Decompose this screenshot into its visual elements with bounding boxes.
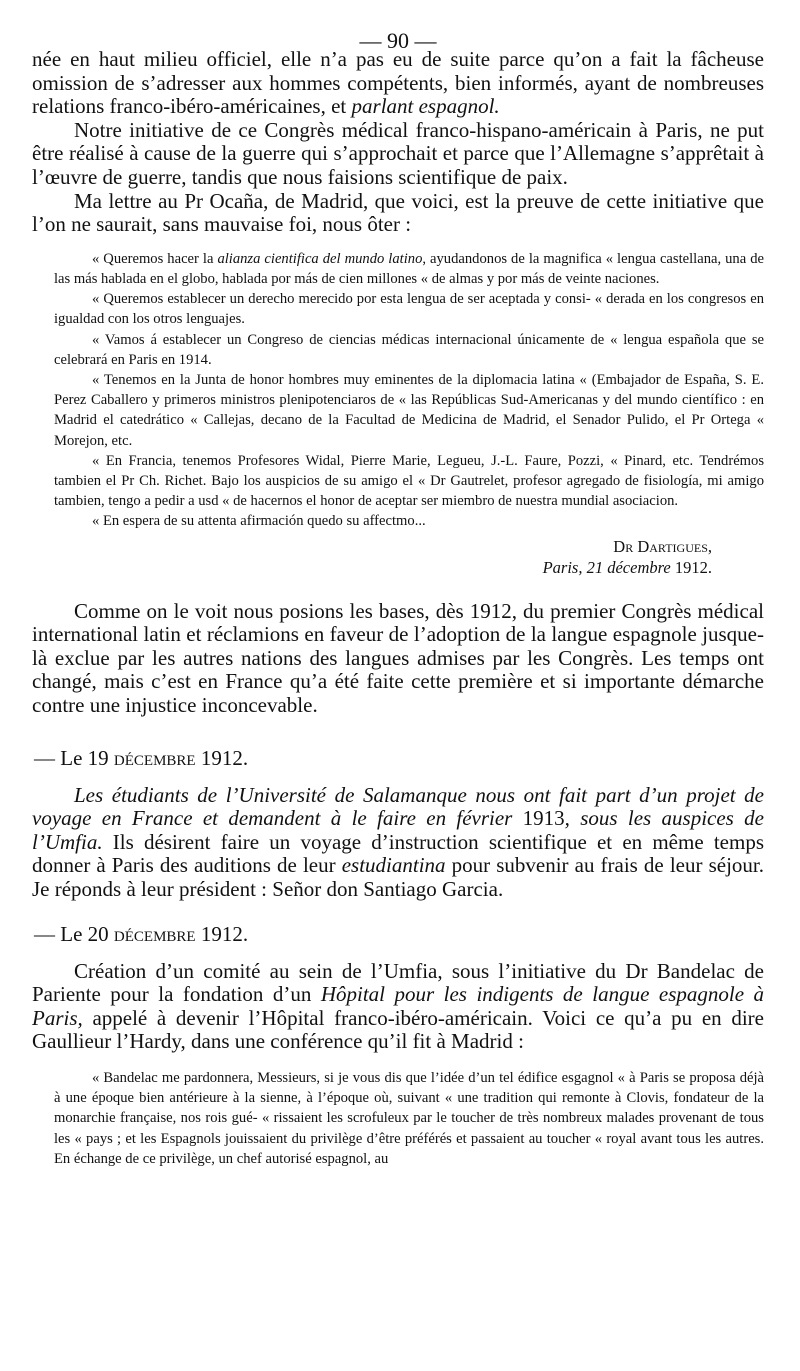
section-1-text-b: pour subvenir au frais de leur séjour. Je réponds à leur président : Señor don Santiago Garcia. [32,853,764,901]
date-heading-2-dash: — Le [34,921,88,946]
letter-para-1-a: « Queremos hacer la [92,250,218,267]
section-1-year: 1913 [522,806,565,831]
paragraph-1 [32,48,764,119]
section-1-italic-a: Les étudiants de l’Université de Salamanque nous ont fait part d’un projet de voyage en France et demandent à le faire en février [32,782,764,831]
conference-quote-text: « Bandelac me pardonnera, Messieurs, si je vous dis que l’idée d’un tel édifice esgagnol « à Paris se proposa déjà à une époque bien antérieure à la sienne, à l’époque où, suivant « une tradition qui remonte à Clovis, fondateur de la monarchie française, nos rois gué- « rissaient les scrofuleux par le toucher de très nombreux malades provenant de tous les « pays ; et les Espagnols jouissaient du privilège d’être préférés et passaient au toucher « royal avant tous les autres. En échange de ce privilège, un chef autorisé espagnol, au [54,1069,764,1167]
letter-para-5: « En Francia, tenemos Profesores Widal, Pierre Marie, Legueu, J.-L. Faure, Pozzi, « Pinard, etc. Tendrémos tambien el Pr Ch. Richet. Bajo los auspicios de su amigo el « Dr Gautrelet, profesor agregado de fisiología, mi amigo tambien, tengo a pedir a usd « de hacernos el honor de aceptar ser miembro de nuestra mundial asociacion. [54,452,764,510]
letter-para-1-italic: alianza cientifica del mundo latino [217,250,423,267]
letter-para-1 [54,249,764,289]
signature-date-text: Paris, 21 décembre [542,557,675,577]
date-heading-1-year: 1912. [195,745,249,770]
letter-para-3: « Vamos á establecer un Congreso de ciencias médicas internacional únicamente de « lengua española que se celebrará en Paris en 1914. [54,331,764,368]
paragraph-after-letter: Comme on le voit nous posions les bases, dès 1912, du premier Congrès médical international latin et réclamions en faveur de l’adoption de la langue espagnole jusque-là exclue par les autres nations des langues admises par les Congrès. Les temps ont changé, mais c’est en France qu’a été faite cette première et si importante démarche contre une injustice inconcevable. [32,598,764,717]
letter-para-4: « Tenemos en la Junta de honor hombres muy eminentes de la diplomacia latina « (Embajador de España, S. E. Perez Caballero y primeros ministros plenipotenciaros de « las Repúblicas Sud-Americanas y del mundo científico : en Madrid el catedrático « Callejas, decano de la Facultad de Medicina de Madrid, el Senador Pulido, el Pr Ortega « Morejon, etc. [54,371,764,449]
letter-para-2: « Queremos establecer un derecho merecido por esta lengua de ser aceptada y consi- « derada en los congresos en igualdad con los otros lenguajes. [54,291,764,328]
section-2-text-b: appelé à devenir l’Hôpital franco-ibéro-américain. Voici ce qu’a pu en dire Gaullieur l’Hardy, dans une conférence qu’il fit à Madrid : [32,1005,764,1054]
page-number: — 90 — [359,28,437,53]
date-heading-2-month: décembre [113,921,196,946]
paragraph-2: Notre initiative de ce Congrès médical franco-hispano-américain à Paris, ne put être réalisé à cause de la guerre qui s’approchait et parce que l’Allemagne s’apprêtait à l’œuvre de guerre, tandis que nous faisions scientifique de paix. [32,117,764,189]
commentary-text [32,600,764,718]
conference-quote [32,1068,764,1169]
date-heading-2-day: 20 [87,921,114,946]
signature-year: 1912. [674,557,712,577]
section-1-text-a: Ils désirent faire un voyage d’instruction scientifique et en même temps donner à Paris des auditions de leur [32,829,764,878]
date-heading-1-month: décembre [113,745,196,770]
section-2-text-a: Création d’un comité au sein de l’Umfia, sous l’initiative du Dr Bandelac de Pariente pour la fondation d’un [32,958,764,1007]
section-1-text [32,784,764,902]
signature-place-date [32,557,712,578]
section-1-italic-b: , sous les auspices de l’Umfia. [32,806,764,854]
date-heading-1-dash: — Le [34,745,88,770]
paragraph-3: Ma lettre au Pr Ocaña, de Madrid, que voici, est la preuve de cette initiative que l’on ne saurait, sans mauvaise foi, nous ôter : [32,188,764,237]
section-2-text [32,960,764,1054]
paragraph-1-italic: parlant espagnol. [351,94,500,119]
section-1-paragraph [32,784,764,902]
opening-text [32,48,764,237]
date-heading-2 [32,922,764,946]
date-heading-1-day: 19 [87,745,114,770]
signature-name: Dr Dartigues, [613,536,712,556]
section-1-italic-c: estudiantina [341,853,446,878]
paragraph-1-text: née en haut milieu officiel, elle n’a pas eu de suite parce qu’on a fait la fâcheuse omission de s’adresser aux hommes compétents, bien informés, ayant de nombreuses relations franco-ibéro-américaines, et [32,47,764,119]
section-2-paragraph [32,960,764,1054]
date-heading-1 [32,746,764,770]
date-heading-2-year: 1912. [195,921,249,946]
letter-signature [32,536,764,578]
letter-quote [32,249,764,532]
section-2-italic: Hôpital pour les indigents de langue espagnole à Paris, [32,982,764,1030]
letter-para-1-b: , ayudandonos de la magnifica « lengua castellana, una de las más hablada en el globo, hablada por más de cien millones « de almas y por más de veinte naciones. [54,250,764,287]
letter-para-6: « En espera de su attenta afirmación quedo su affectmo... [92,513,426,530]
